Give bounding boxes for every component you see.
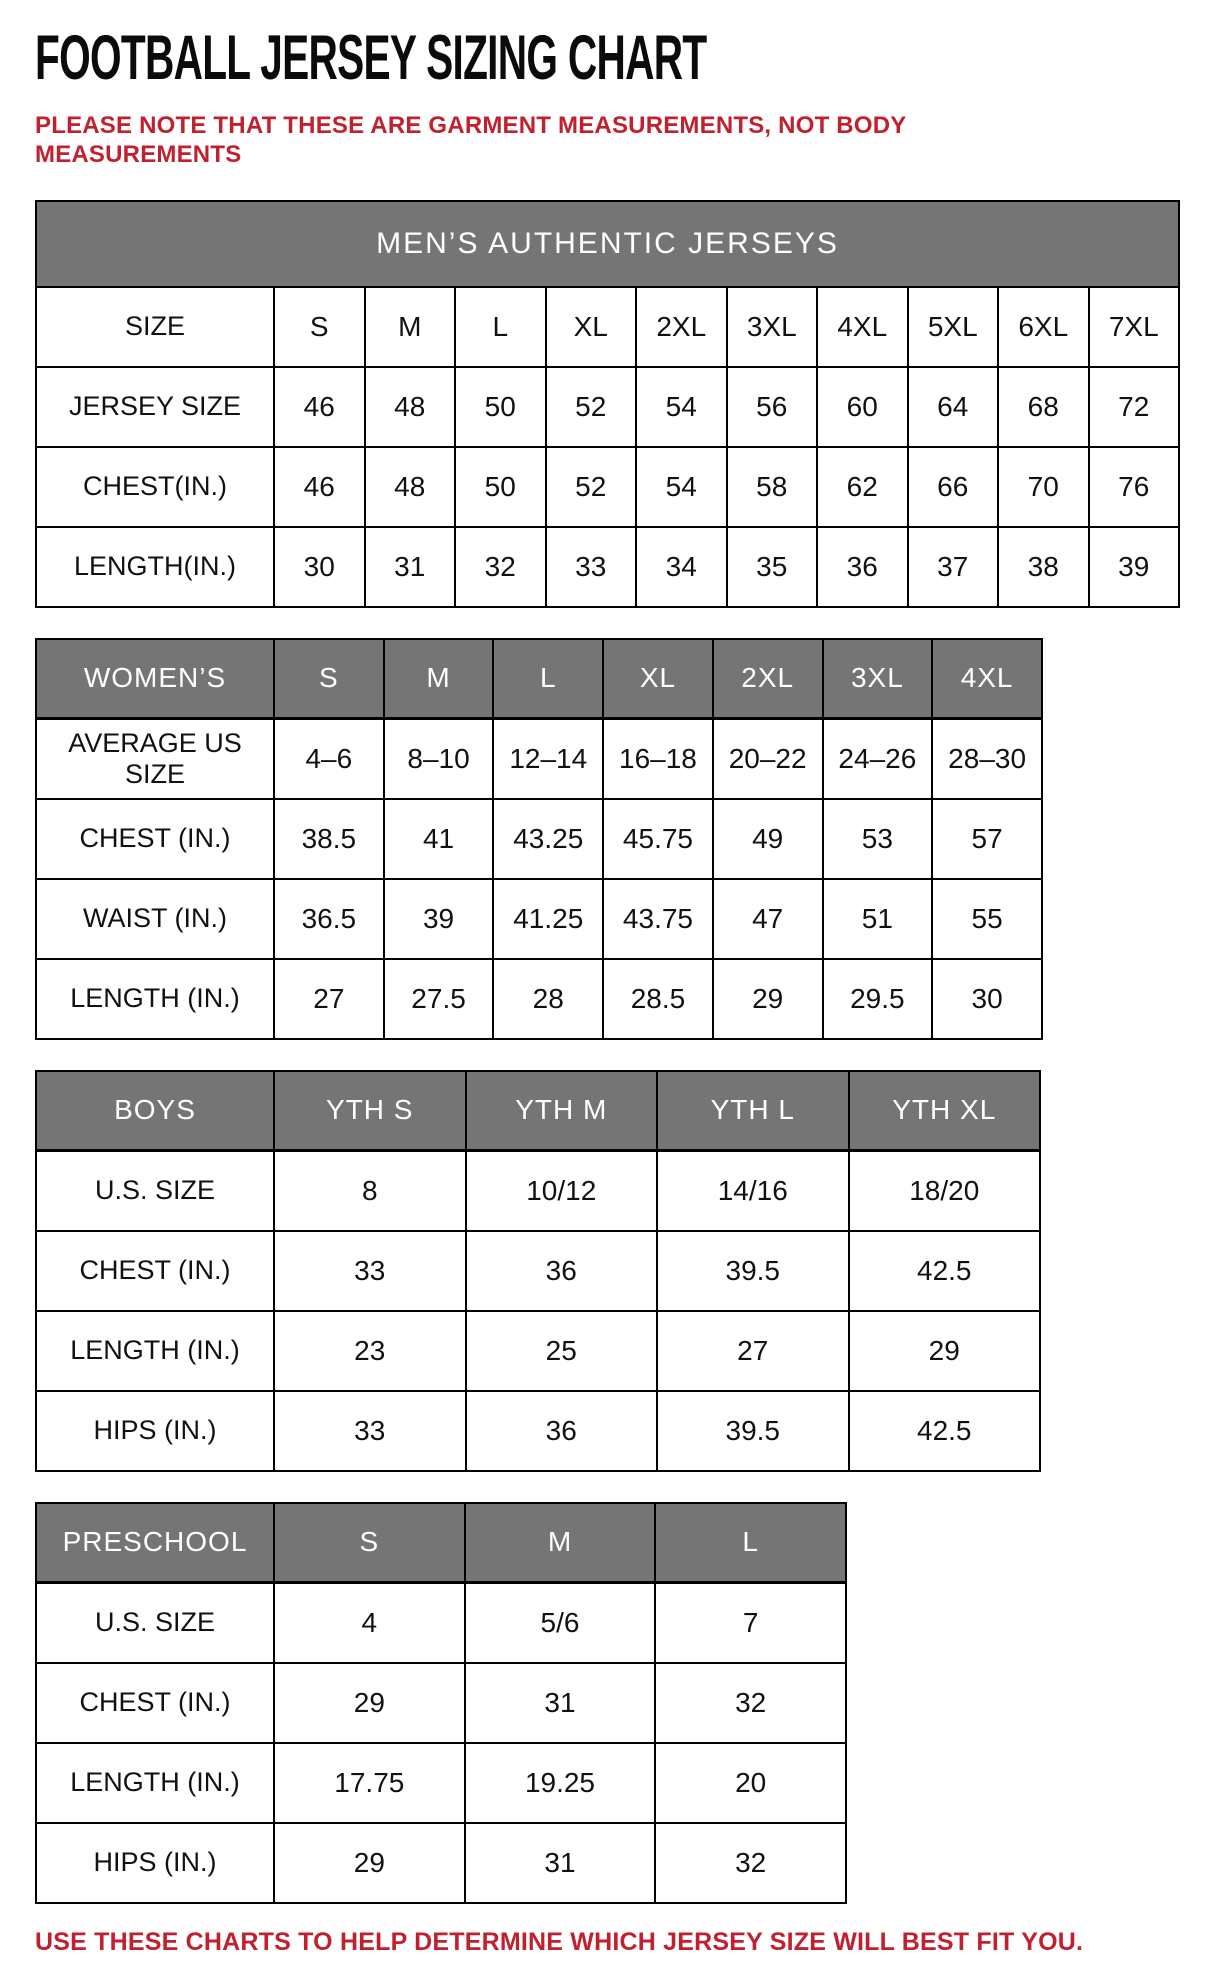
data-cell: 70 [998, 447, 1089, 527]
data-cell: 19.25 [465, 1743, 656, 1823]
column-header-cell: XL [546, 287, 637, 367]
data-cell: 8 [274, 1151, 466, 1231]
data-cell: 28–30 [932, 719, 1042, 799]
data-cell: 20–22 [713, 719, 823, 799]
data-cell: 27.5 [384, 959, 494, 1039]
data-cell: 34 [636, 527, 727, 607]
data-cell: 49 [713, 799, 823, 879]
data-cell: 39.5 [657, 1391, 849, 1471]
table-row [36, 447, 1179, 527]
data-cell: 29 [274, 1823, 465, 1903]
table-row [36, 799, 1042, 879]
data-cell: 43.25 [493, 799, 603, 879]
table-row [36, 719, 1042, 799]
column-header-cell: L [455, 287, 546, 367]
data-cell: 4–6 [274, 719, 384, 799]
table-banner-row [36, 201, 1179, 287]
table-row [36, 1743, 846, 1823]
data-cell: 24–26 [823, 719, 933, 799]
table-row [36, 1583, 846, 1663]
data-cell: 72 [1089, 367, 1180, 447]
row-label-cell: HIPS (IN.) [36, 1823, 274, 1903]
column-header-cell: 6XL [998, 287, 1089, 367]
table-row [36, 527, 1179, 607]
column-header-cell: M [384, 639, 494, 719]
row-label-cell: JERSEY SIZE [36, 367, 274, 447]
table-row [36, 1823, 846, 1903]
table-row [36, 1231, 1040, 1311]
table-row [36, 1311, 1040, 1391]
data-cell: 28.5 [603, 959, 713, 1039]
table-row [36, 367, 1179, 447]
table-row [36, 1663, 846, 1743]
data-cell: 54 [636, 447, 727, 527]
data-cell: 55 [932, 879, 1042, 959]
data-cell: 48 [365, 367, 456, 447]
row-label-cell: HIPS (IN.) [36, 1391, 274, 1471]
data-cell: 51 [823, 879, 933, 959]
data-cell: 28 [493, 959, 603, 1039]
table-row [36, 1151, 1040, 1231]
data-cell: 36 [817, 527, 908, 607]
data-cell: 31 [365, 527, 456, 607]
data-cell: 38.5 [274, 799, 384, 879]
data-cell: 50 [455, 447, 546, 527]
data-cell: 36.5 [274, 879, 384, 959]
row-label-cell: PRESCHOOL [36, 1503, 274, 1583]
column-header-cell: 4XL [817, 287, 908, 367]
column-header-row [36, 287, 1179, 367]
column-header-cell: XL [603, 639, 713, 719]
data-cell: 29 [274, 1663, 465, 1743]
data-cell: 48 [365, 447, 456, 527]
data-cell: 39 [1089, 527, 1180, 607]
data-cell: 58 [727, 447, 818, 527]
row-label-cell: LENGTH (IN.) [36, 1743, 274, 1823]
column-header-cell: M [465, 1503, 656, 1583]
data-cell: 76 [1089, 447, 1180, 527]
data-cell: 46 [274, 447, 365, 527]
data-cell: 36 [466, 1391, 658, 1471]
data-cell: 39.5 [657, 1231, 849, 1311]
data-cell: 30 [932, 959, 1042, 1039]
column-header-cell: 3XL [727, 287, 818, 367]
boys-sizing-table [35, 1070, 1041, 1472]
garment-measurement-note: PLEASE NOTE THAT THESE ARE GARMENT MEASUREMENTS, NOT BODY MEASUREMENTS [35, 112, 907, 169]
data-cell: 52 [546, 367, 637, 447]
row-label-cell: AVERAGE US SIZE [36, 719, 274, 799]
data-cell: 66 [908, 447, 999, 527]
data-cell: 68 [998, 367, 1089, 447]
row-label-cell: U.S. SIZE [36, 1151, 274, 1231]
data-cell: 33 [274, 1231, 466, 1311]
row-label-cell: U.S. SIZE [36, 1583, 274, 1663]
data-cell: 4 [274, 1583, 465, 1663]
data-cell: 20 [655, 1743, 846, 1823]
row-label-cell: LENGTH(IN.) [36, 527, 274, 607]
column-header-row [36, 639, 1042, 719]
data-cell: 47 [713, 879, 823, 959]
column-header-cell: M [365, 287, 456, 367]
data-cell: 12–14 [493, 719, 603, 799]
row-label-cell: CHEST (IN.) [36, 1231, 274, 1311]
data-cell: 18/20 [849, 1151, 1041, 1231]
data-cell: 32 [655, 1823, 846, 1903]
row-label-cell: CHEST (IN.) [36, 799, 274, 879]
column-header-cell: YTH XL [849, 1071, 1041, 1151]
data-cell: 29 [713, 959, 823, 1039]
data-cell: 10/12 [466, 1151, 658, 1231]
data-cell: 33 [274, 1391, 466, 1471]
column-header-cell: L [493, 639, 603, 719]
column-header-cell: S [274, 639, 384, 719]
data-cell: 57 [932, 799, 1042, 879]
column-header-row [36, 1071, 1040, 1151]
row-label-cell: SIZE [36, 287, 274, 367]
data-cell: 23 [274, 1311, 466, 1391]
column-header-cell: 7XL [1089, 287, 1180, 367]
data-cell: 35 [727, 527, 818, 607]
data-cell: 42.5 [849, 1231, 1041, 1311]
page-title: FOOTBALL JERSEY SIZING CHART [35, 23, 707, 94]
table-row [36, 1391, 1040, 1471]
row-label-cell: WAIST (IN.) [36, 879, 274, 959]
table-banner: MEN’S AUTHENTIC JERSEYS [36, 201, 1179, 287]
data-cell: 32 [655, 1663, 846, 1743]
data-cell: 8–10 [384, 719, 494, 799]
data-cell: 16–18 [603, 719, 713, 799]
data-cell: 33 [546, 527, 637, 607]
data-cell: 7 [655, 1583, 846, 1663]
data-cell: 29.5 [823, 959, 933, 1039]
data-cell: 31 [465, 1823, 656, 1903]
row-label-cell: WOMEN’S [36, 639, 274, 719]
data-cell: 14/16 [657, 1151, 849, 1231]
data-cell: 27 [274, 959, 384, 1039]
column-header-cell: YTH M [466, 1071, 658, 1151]
data-cell: 46 [274, 367, 365, 447]
data-cell: 53 [823, 799, 933, 879]
data-cell: 36 [466, 1231, 658, 1311]
column-header-cell: 2XL [713, 639, 823, 719]
data-cell: 17.75 [274, 1743, 465, 1823]
data-cell: 41 [384, 799, 494, 879]
data-cell: 43.75 [603, 879, 713, 959]
data-cell: 29 [849, 1311, 1041, 1391]
data-cell: 64 [908, 367, 999, 447]
column-header-cell: 4XL [932, 639, 1042, 719]
row-label-cell: CHEST(IN.) [36, 447, 274, 527]
womens-sizing-table [35, 638, 1043, 1040]
data-cell: 60 [817, 367, 908, 447]
data-cell: 27 [657, 1311, 849, 1391]
table-row [36, 879, 1042, 959]
column-header-cell: 3XL [823, 639, 933, 719]
data-cell: 39 [384, 879, 494, 959]
column-header-cell: YTH L [657, 1071, 849, 1151]
footer-fit-advice: USE THESE CHARTS TO HELP DETERMINE WHICH JERSEY SIZE WILL BEST FIT YOU. [35, 1927, 1084, 1956]
data-cell: 41.25 [493, 879, 603, 959]
row-label-cell: LENGTH (IN.) [36, 959, 274, 1039]
data-cell: 31 [465, 1663, 656, 1743]
data-cell: 37 [908, 527, 999, 607]
data-cell: 50 [455, 367, 546, 447]
column-header-cell: 5XL [908, 287, 999, 367]
column-header-cell: 2XL [636, 287, 727, 367]
column-header-cell: YTH S [274, 1071, 466, 1151]
data-cell: 56 [727, 367, 818, 447]
data-cell: 30 [274, 527, 365, 607]
data-cell: 32 [455, 527, 546, 607]
row-label-cell: CHEST (IN.) [36, 1663, 274, 1743]
column-header-cell: L [655, 1503, 846, 1583]
data-cell: 54 [636, 367, 727, 447]
data-cell: 42.5 [849, 1391, 1041, 1471]
row-label-cell: LENGTH (IN.) [36, 1311, 274, 1391]
data-cell: 25 [466, 1311, 658, 1391]
data-cell: 62 [817, 447, 908, 527]
data-cell: 52 [546, 447, 637, 527]
column-header-cell: S [274, 1503, 465, 1583]
data-cell: 45.75 [603, 799, 713, 879]
column-header-row [36, 1503, 846, 1583]
row-label-cell: BOYS [36, 1071, 274, 1151]
mens-authentic-jerseys-table [35, 200, 1180, 608]
data-cell: 5/6 [465, 1583, 656, 1663]
preschool-sizing-table [35, 1502, 847, 1904]
data-cell: 38 [998, 527, 1089, 607]
table-row [36, 959, 1042, 1039]
column-header-cell: S [274, 287, 365, 367]
